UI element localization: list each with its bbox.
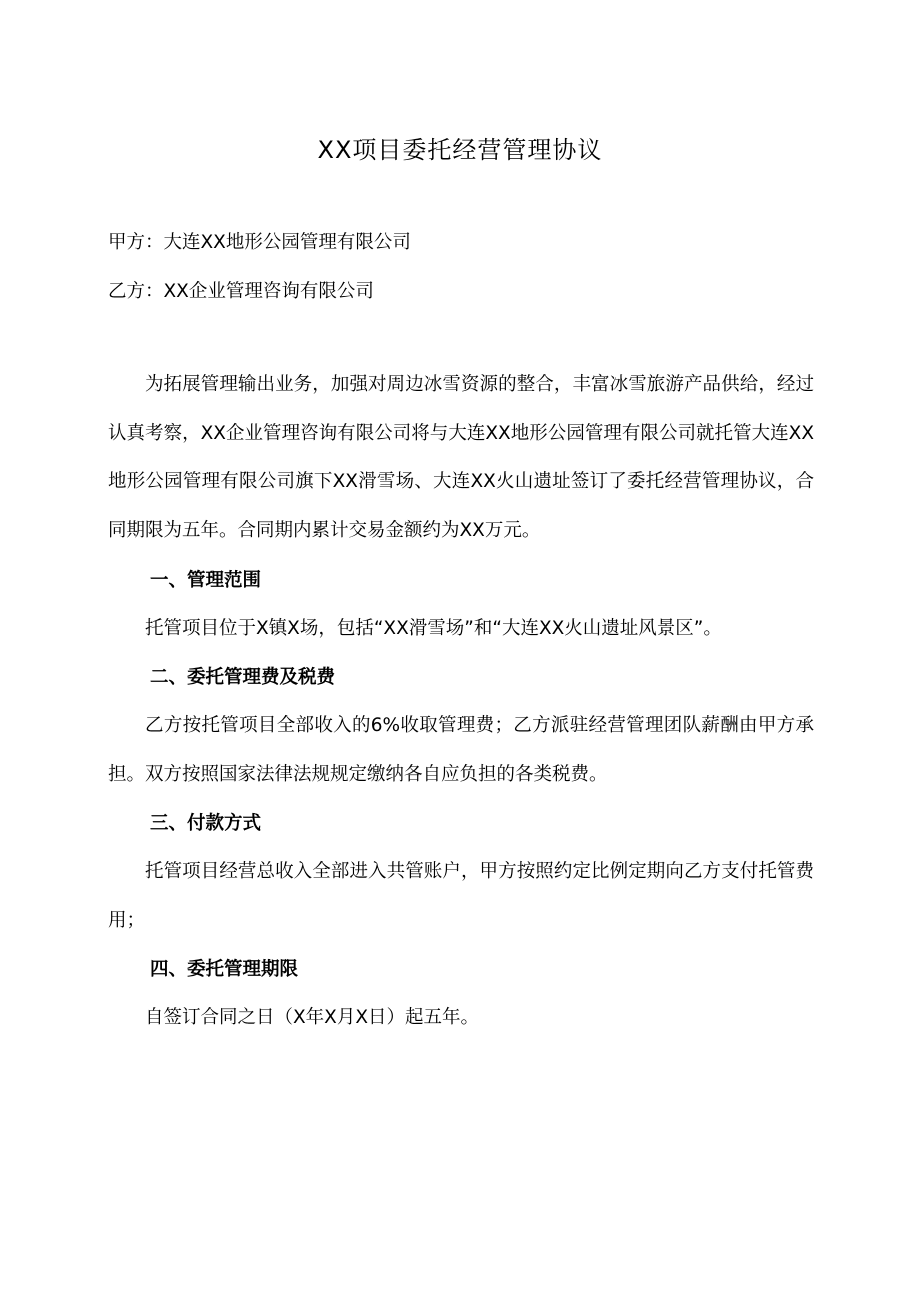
- party-a-line: 甲方：大连XX地形公园管理有限公司: [108, 232, 411, 253]
- section-4-body: [108, 994, 814, 1043]
- party-b-line: 乙方：XX企业管理咨询有限公司: [108, 281, 374, 302]
- section-1-body: [108, 605, 814, 654]
- document-title: XX项目委托经营管理协议: [317, 136, 603, 164]
- section-3-body: [108, 848, 814, 945]
- section-2-text: 乙方按托管项目全部收入的6%收取管理费；乙方派驻经营管理团队薪酬由甲方承担。双方按照国家法律法规规定缴纳各自应负担的各类税费。: [108, 715, 814, 785]
- section-2-body: [108, 702, 814, 799]
- section-1-text: 托管项目位于X镇X场，包括“XX滑雪场”和“大连XX火山遗址风景区”。: [145, 618, 722, 639]
- section-4-text: 自签订合同之日（X年X月X日）起五年。: [145, 1007, 480, 1028]
- section-3-heading: 三、付款方式: [150, 813, 262, 834]
- section-2-heading: 二、委托管理费及税费: [150, 667, 336, 688]
- section-4-heading: 四、委托管理期限: [150, 959, 299, 980]
- intro-paragraph-block: [108, 361, 814, 556]
- intro-paragraph: 为拓展管理输出业务，加强对周边冰雪资源的整合，丰富冰雪旅游产品供给，经过认真考察，XX企业管理咨询有限公司将与大连XX地形公园管理有限公司就托管大连XX地形公园管理有限公司旗下XX滑雪场、大连XX火山遗址签订了委托经营管理协议，合同期限为五年。合同期内累计交易金额约为XX万元。: [108, 374, 814, 542]
- section-1-heading: 一、管理范围: [150, 570, 262, 591]
- section-3-text: 托管项目经营总收入全部进入共管账户，甲方按照约定比例定期向乙方支付托管费用；: [108, 861, 814, 931]
